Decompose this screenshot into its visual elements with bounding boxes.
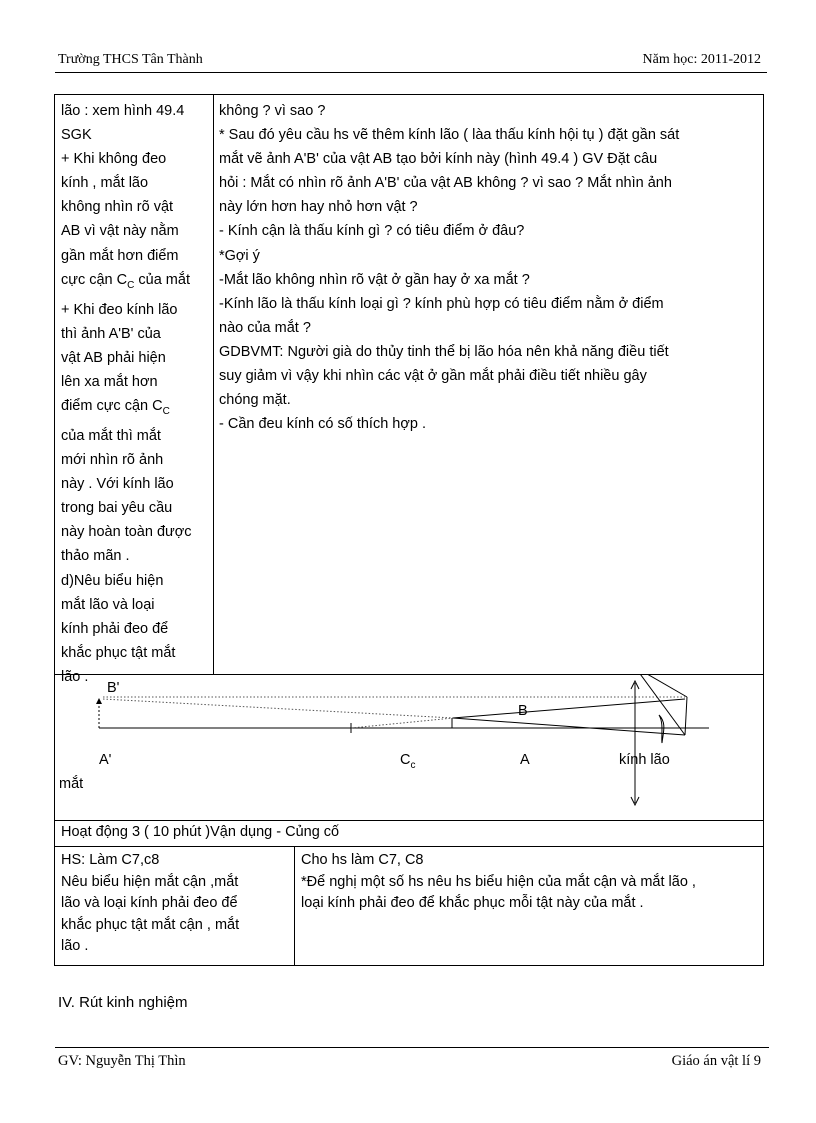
left-line-text: điểm cực cận C — [61, 398, 163, 415]
activity3-left-cell — [54, 846, 295, 966]
left-line: thảo mãn . — [61, 548, 130, 565]
left-line — [61, 394, 207, 424]
activity3-left-line: lão và loại kính phải đeo để — [61, 895, 238, 912]
footer-teacher: GV: Nguyễn Thị Thìn — [58, 1053, 186, 1069]
left-line: này . Với kính lão — [61, 476, 174, 493]
label-cc-main: C — [400, 752, 411, 768]
left-line: lão : xem hình 49.4 — [61, 103, 185, 119]
activity3-left-line: Nêu biểu hiện mắt cận ,mắt — [61, 873, 239, 890]
left-line: + Khi không đeo — [61, 151, 167, 168]
activity3-left-line: HS: Làm C7,c8 — [61, 852, 160, 868]
activity3-right-line: Cho hs làm C7, C8 — [301, 852, 424, 868]
left-line: kính , mắt lão — [61, 175, 149, 192]
left-line: này hoàn toàn được — [61, 524, 192, 541]
left-line-text: cực cận C — [61, 271, 128, 288]
virtual-ray-mid — [103, 699, 453, 718]
left-line: vật AB phải hiện — [61, 349, 166, 366]
left-line: lên xa mắt hơn — [61, 373, 158, 390]
optics-diagram — [55, 675, 763, 820]
right-column-cell — [213, 94, 764, 675]
activity3-heading: Hoạt động 3 ( 10 phút )Vận dụng - Củng cố — [54, 820, 764, 847]
activity3-right-cell — [294, 846, 764, 966]
right-line: * Sau đó yêu cầu hs vẽ thêm kính lão ( làa thấu kính hội tụ ) đặt gần sát — [219, 127, 680, 144]
left-line: kính phải đeo để — [61, 620, 169, 637]
activity3-right-line: *Để nghị một số hs nêu hs biểu hiện của mắt cận và mắt lão , — [301, 873, 696, 890]
header-year: Năm học: 2011-2012 — [642, 52, 761, 67]
left-line: SGK — [61, 127, 92, 144]
right-line: mắt vẽ ảnh A'B' của vật AB tạo bởi kính này (hình 49.4 ) GV Đặt câu — [219, 151, 658, 168]
activity3-left-line: lão . — [61, 938, 89, 955]
activity3-right-line: loại kính phải đeo để khắc phục mỗi tật này của mắt . — [301, 895, 644, 912]
optics-figure — [54, 674, 764, 821]
right-line: - Kính cận là thấu kính gì ? có tiêu điểm ở đâu? — [219, 223, 525, 240]
left-line: của mắt thì mắt — [61, 428, 161, 444]
section-heading: IV. Rút kinh nghiệm — [58, 994, 188, 1011]
ray-b-top — [453, 699, 685, 718]
left-line: gần mắt hơn điểm — [61, 247, 179, 264]
left-line: không nhìn rõ vật — [61, 199, 174, 216]
left-line: + Khi đeo kính lão — [61, 301, 178, 318]
activity3-left-line: khắc phục tật mắt cận , mắt — [61, 916, 240, 933]
eye-lens — [659, 715, 664, 743]
label-eye: mắt — [59, 776, 84, 792]
left-line: AB vì vật này nằm — [61, 223, 179, 240]
right-line: suy giảm vì vậy khi nhìn các vật ở gần mắt phải điều tiết nhiều gây — [219, 368, 647, 385]
left-line: d)Nêu biểu hiện — [61, 572, 164, 589]
right-line: *Gợi ý — [219, 247, 260, 264]
left-line: trong bai yêu cầu — [61, 500, 173, 517]
label-a: A — [520, 752, 530, 768]
right-line: nào của mắt ? — [219, 319, 311, 336]
left-line-text: của mắt — [134, 271, 190, 288]
right-line: - Cần đeu kính có số thích hợp . — [219, 416, 426, 433]
footer-divider — [55, 1047, 769, 1048]
right-line: -Kính lão là thấu kính loại gì ? kính phù hợp có tiêu điểm nằm ở điểm — [219, 295, 664, 312]
left-column-cell — [54, 94, 214, 685]
left-line: khắc phục tật mắt — [61, 644, 176, 661]
label-cc-sub: c — [410, 759, 416, 771]
label-lens: kính lão — [619, 752, 670, 768]
label-a-prime: A' — [99, 752, 112, 768]
right-line: này lớn hơn hay nhỏ hơn vật ? — [219, 199, 418, 216]
subscript: C — [162, 405, 170, 417]
label-b-prime: B' — [107, 680, 120, 696]
left-line: mới nhìn rõ ảnh — [61, 452, 164, 469]
eye-line-3 — [685, 697, 687, 735]
subscript: C — [127, 279, 135, 291]
right-line: GDBVMT: Người già do thủy tinh thể bị lão hóa nên khả năng điều tiết — [219, 343, 669, 360]
virtual-ray-axis — [351, 718, 453, 728]
header-divider — [55, 72, 767, 73]
left-line: mắt lão và loại — [61, 596, 155, 613]
eye-line-2 — [635, 675, 685, 735]
label-b: B — [518, 703, 528, 719]
right-line: hỏi : Mắt có nhìn rõ ảnh A'B' của vật AB không ? vì sao ? Mắt nhìn ảnh — [219, 175, 672, 192]
left-line — [61, 268, 207, 298]
header-school: Trường THCS Tân Thành — [58, 52, 203, 67]
right-line: -Mắt lão không nhìn rõ vật ở gần hay ở xa mắt ? — [219, 271, 530, 288]
label-cc — [400, 752, 415, 771]
right-line: không ? vì sao ? — [219, 103, 326, 119]
left-line: lão . — [61, 668, 89, 685]
footer-subject: Giáo án vật lí 9 — [671, 1053, 761, 1069]
right-line: chóng mặt. — [219, 392, 291, 409]
left-line: thì ảnh A'B' của — [61, 325, 161, 342]
ray-b-bottom — [453, 718, 685, 735]
